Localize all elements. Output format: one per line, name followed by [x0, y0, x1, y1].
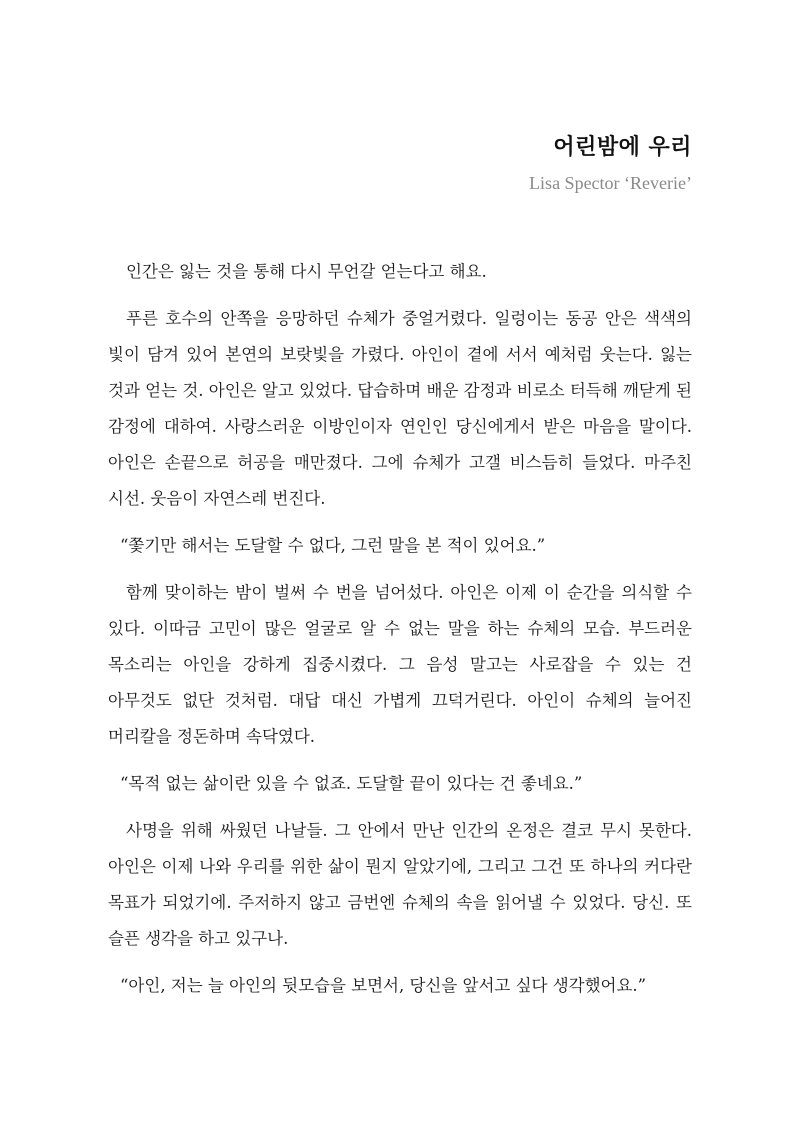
quote-paragraph: “아인, 저는 늘 아인의 뒷모습을 보면서, 당신을 앞서고 싶다 생각했어요.” — [120, 976, 647, 995]
paragraph: 인간은 잃는 것을 통해 다시 무언갈 얻는다고 해요. — [126, 262, 487, 281]
paragraph: 푸른 호수의 안쪽을 응망하던 슈체가 중얼거렸다. 일렁이는 동공 안은 색색의 빛이 담겨 있어 본연의 보랏빛을 가렸다. 아인이 곁에 서서 예처럼 웃는다. 잃는 것과 얻는 것. 아인은 알고 있었다. 답습하며 배운 감정과 비로소 터득해 깨닫게 된 감정에 대하여. 사랑스러운 이방인이자 연인인 당신에게서 받은 마음을 말이다. 아인은 손끝으로 허공을 매만졌다. 그에 슈체가 고갤 비스듬히 들었다. 마주친 시선. 웃음이 자연스레 번진다. — [108, 309, 692, 508]
page-subtitle: Lisa Spector ‘Reverie’ — [529, 173, 692, 193]
body-text — [108, 254, 692, 1015]
quote-paragraph: “쫓기만 해서는 도달할 수 없다, 그런 말을 본 적이 있어요.” — [120, 536, 546, 555]
quote-paragraph: “목적 없는 삶이란 있을 수 없죠. 도달할 끝이 있다는 건 좋네요.” — [120, 774, 583, 793]
paragraph: 사명을 위해 싸웠던 나날들. 그 안에서 만난 인간의 온정은 결코 무시 못한다. 아인은 이제 나와 우리를 위한 삶이 뭔지 알았기에, 그리고 그건 또 하나의 커다란 목표가 되었기에. 주저하지 않고 금번엔 슈체의 속을 읽어낼 수 있었다. 당신. 또 슬픈 생각을 하고 있구나. — [108, 821, 692, 948]
paragraph: 함께 맞이하는 밤이 벌써 수 번을 넘어섰다. 아인은 이제 이 순간을 의식할 수 있다. 이따금 고민이 많은 얼굴로 알 수 없는 말을 하는 슈체의 모습. 부드러운 목소리는 아인을 강하게 집중시켰다. 그 음성 말고는 사로잡을 수 있는 건 아무것도 없단 것처럼. 대답 대신 가볍게 끄덕거린다. 아인이 슈체의 늘어진 머리칼을 정돈하며 속닥였다. — [108, 583, 692, 746]
page-title: 어린밤에 우리 — [553, 134, 692, 160]
